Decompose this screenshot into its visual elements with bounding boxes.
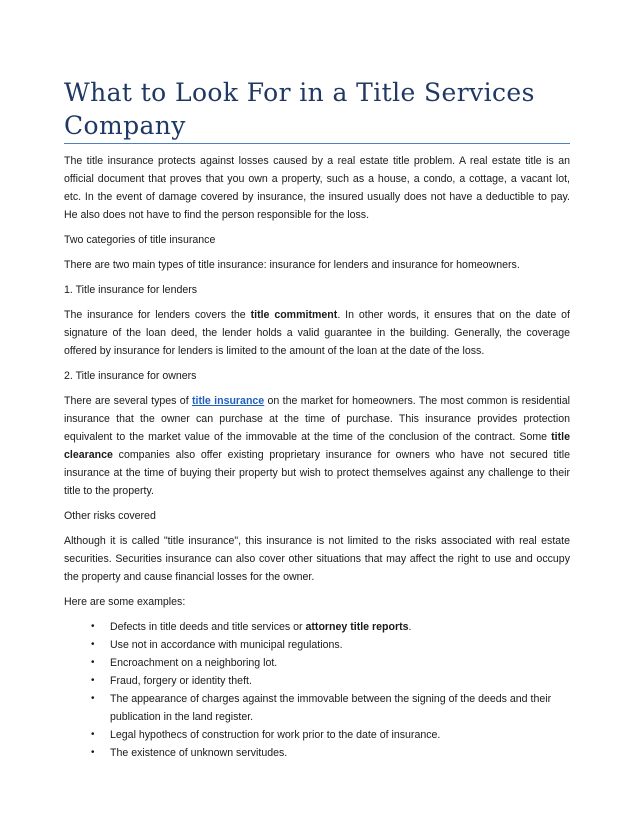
title-divider — [64, 143, 570, 144]
bullet-icon: • — [91, 657, 95, 668]
title-insurance-link[interactable]: title insurance — [191, 395, 265, 407]
document-body — [64, 152, 570, 762]
section2-paragraph — [64, 392, 570, 500]
bullet-icon: • — [91, 675, 95, 686]
categories-heading: Two categories of title insurance — [64, 234, 216, 246]
title-commitment-bold: title commitment — [250, 309, 338, 321]
list-item — [64, 690, 570, 726]
intro-paragraph: The title insurance protects against losses caused by a real estate title problem. A real estate title is an official document that proves that you own a property, such as a house, a condo, a cottage, a vacant lot, etc. In the event of damage covered by insurance, the insured usually does not have a deductible to pay. He also does not have to find the person responsible for the loss. — [64, 155, 570, 221]
item5-text: The appearance of charges against the immovable between the signing of the deeds and their publication in the land register. — [110, 693, 552, 723]
list-item — [64, 618, 570, 636]
bullet-icon: • — [91, 693, 95, 704]
other-risks-paragraph: Although it is called "title insurance", this insurance is not limited to the risks associated with real estate securities. Securities insurance can also cover other situations that may affect the right to use and occupy the property and cause financial losses for the owner. — [64, 535, 570, 583]
list-item — [64, 726, 570, 744]
list-item — [64, 744, 570, 762]
section2-heading: 2. Title insurance for owners — [64, 370, 197, 382]
title-clearance-bold: title clearance — [64, 431, 570, 461]
item3-text: Encroachment on a neighboring lot. — [110, 657, 278, 669]
item1-text-post: . — [408, 621, 412, 633]
section1-paragraph — [64, 306, 570, 360]
section1-heading: 1. Title insurance for lenders — [64, 284, 198, 296]
item6-text: Legal hypothecs of construction for work prior to the date of insurance. — [110, 729, 441, 741]
section2-text-post: companies also offer existing proprietary insurance for owners who have not secured title insurance at the time of buying their property but wish to protect themselves against any challenge to their title to the property. — [64, 449, 570, 497]
list-item — [64, 654, 570, 672]
item2-text: Use not in accordance with municipal regulations. — [110, 639, 343, 651]
item4-text: Fraud, forgery or identity theft. — [110, 675, 252, 687]
attorney-reports-bold: attorney title reports — [305, 621, 409, 633]
item7-text: The existence of unknown servitudes. — [110, 747, 288, 759]
section2-text-mid: on the market for homeowners. The most common is residential insurance that the owner can purchase at the time of purchase. This insurance provides protection equivalent to the market value of the immovable at the time of the conclusion of the contract. Some — [64, 395, 570, 443]
page-title: What to Look For in a Title Services Company — [64, 78, 535, 140]
bullet-icon: • — [91, 639, 95, 650]
other-risks-heading: Other risks covered — [64, 510, 156, 522]
bullet-icon: • — [91, 747, 95, 758]
item1-text-pre: Defects in title deeds and title services or — [110, 621, 306, 633]
bullet-icon: • — [91, 621, 95, 632]
types-paragraph: There are two main types of title insurance: insurance for lenders and insurance for homeowners. — [64, 259, 520, 271]
list-item — [64, 636, 570, 654]
section2-text-pre: There are several types of — [64, 395, 192, 407]
list-item — [64, 672, 570, 690]
section1-text-pre: The insurance for lenders covers the — [64, 309, 251, 321]
section1-text-post: . In other words, it ensures that on the date of signature of the loan deed, the lender holds a valid guarantee in the building. Generally, the coverage offered by insurance for lenders is limited to the amount of the loan at the date of the loss. — [64, 309, 570, 357]
bullet-icon: • — [91, 729, 95, 740]
examples-list — [64, 618, 570, 762]
examples-intro: Here are some examples: — [64, 596, 186, 608]
